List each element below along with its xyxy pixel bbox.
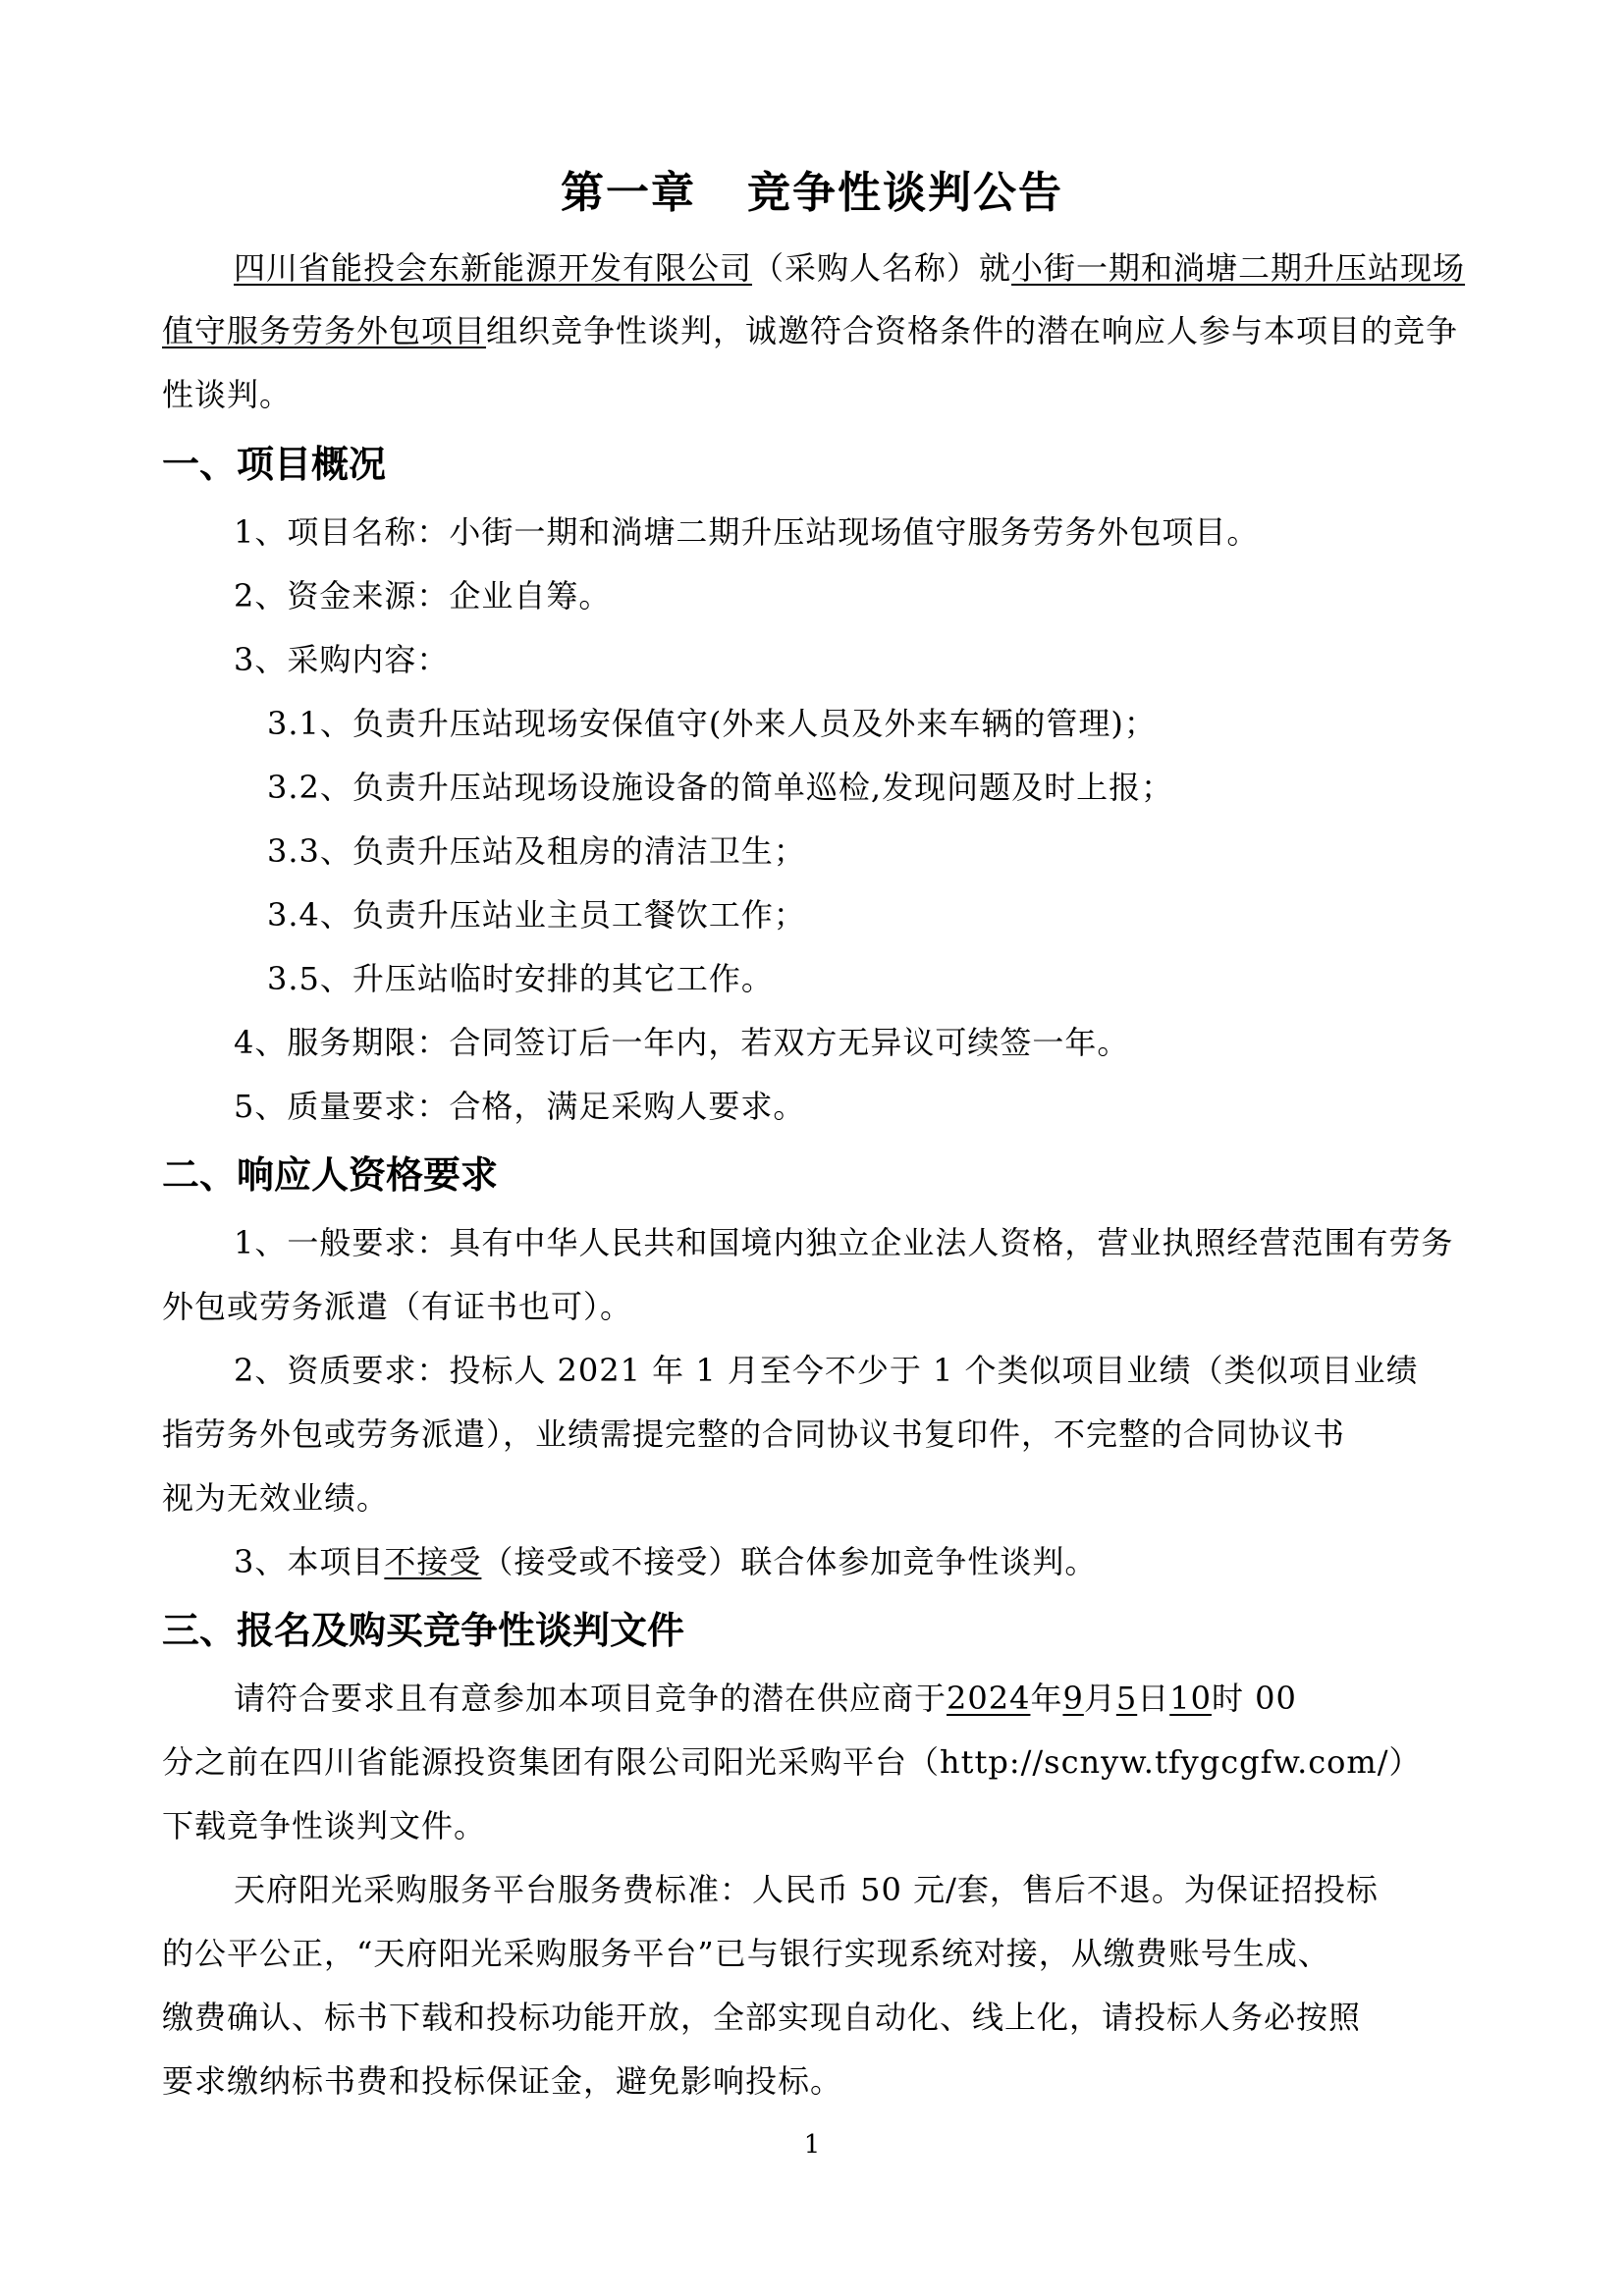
qualification-line-2: 外包或劳务派遣（有证书也可）。 bbox=[162, 1288, 633, 1325]
qualification-line-4: 指劳务外包或劳务派遣），业绩需提完整的合同协议书复印件，不完整的合同协议书 bbox=[162, 1415, 1346, 1453]
page-number: 1 bbox=[803, 2130, 821, 2160]
project-name-a: 小街一期和淌塘二期升压站现场 bbox=[1011, 249, 1466, 287]
qualification-line-6: 3、本项目不接受（接受或不接受）联合体参加竞争性谈判。 bbox=[234, 1543, 1098, 1580]
qualification-line-5: 视为无效业绩。 bbox=[162, 1479, 390, 1517]
content-item-3-5: 3.5、升压站临时安排的其它工作。 bbox=[267, 960, 774, 997]
fee-line-1: 天府阳光采购服务平台服务费标准：人民币 50 元/套，售后不退。为保证招投标 bbox=[234, 1871, 1379, 1908]
overview-item-1: 1、项目名称：小街一期和淌塘二期升压站现场值守服务劳务外包项目。 bbox=[234, 513, 1260, 551]
fee-line-3: 缴费确认、标书下载和投标功能开放，全部实现自动化、线上化，请投标人务必按照 bbox=[162, 1999, 1362, 2036]
consortium-choice: 不接受 bbox=[384, 1543, 482, 1580]
fee-line-2: 的公平公正，“天府阳光采购服务平台”已与银行实现系统对接，从缴费账号生成、 bbox=[162, 1935, 1330, 1972]
content-item-3-4: 3.4、负责升压站业主员工餐饮工作； bbox=[267, 896, 806, 934]
content-item-3-3: 3.3、负责升压站及租房的清洁卫生； bbox=[267, 832, 806, 870]
overview-item-4: 4、服务期限：合同签订后一年内，若双方无异议可续签一年。 bbox=[234, 1024, 1130, 1061]
project-name-b: 值守服务劳务外包项目 bbox=[162, 312, 487, 349]
section-heading-registration: 三、报名及购买竞争性谈判文件 bbox=[162, 1609, 685, 1652]
content-item-3-2: 3.2、负责升压站现场设施设备的简单巡检,发现问题及时上报； bbox=[267, 769, 1174, 806]
purchaser-name: 四川省能投会东新能源开发有限公司 bbox=[234, 249, 753, 287]
content-item-3-1: 3.1、负责升压站现场安保值守(外来人员及外来车辆的管理)； bbox=[267, 705, 1157, 742]
overview-item-2: 2、资金来源：企业自筹。 bbox=[234, 577, 612, 614]
chapter-name: 竞争性谈判公告 bbox=[747, 168, 1063, 218]
overview-item-3: 3、采购内容： bbox=[234, 641, 450, 678]
intro-line-1: 四川省能投会东新能源开发有限公司（采购人名称）就小街一期和淌塘二期升压站现场 bbox=[234, 249, 1466, 287]
section-heading-qualification: 二、响应人资格要求 bbox=[162, 1153, 499, 1197]
registration-line-2: 分之前在四川省能源投资集团有限公司阳光采购平台（http://scnyw.tfygcgfw.com/） bbox=[162, 1743, 1422, 1781]
registration-line-3: 下载竞争性谈判文件。 bbox=[162, 1807, 487, 1844]
qualification-line-3: 2、资质要求：投标人 2021 年 1 月至今不少于 1 个类似项目业绩（类似项目业绩 bbox=[234, 1352, 1419, 1389]
intro-line-3: 性谈判。 bbox=[162, 376, 293, 413]
deadline-hour: 10 bbox=[1169, 1680, 1212, 1717]
intro-line-2: 值守服务劳务外包项目组织竞争性谈判，诚邀符合资格条件的潜在响应人参与本项目的竞争 bbox=[162, 312, 1459, 349]
deadline-year: 2024 bbox=[947, 1680, 1031, 1717]
chapter-number: 第一章 bbox=[561, 168, 696, 218]
section-heading-overview: 一、项目概况 bbox=[162, 443, 387, 486]
registration-line-1: 请符合要求且有意参加本项目竞争的潜在供应商于2024年9月5日10时 00 bbox=[234, 1680, 1297, 1717]
qualification-line-1: 1、一般要求：具有中华人民共和国境内独立企业法人资格，营业执照经营范围有劳务 bbox=[234, 1224, 1454, 1261]
chapter-title bbox=[0, 157, 1624, 220]
fee-line-4: 要求缴纳标书费和投标保证金，避免影响投标。 bbox=[162, 2062, 843, 2100]
deadline-day: 5 bbox=[1115, 1680, 1138, 1717]
overview-item-5: 5、质量要求：合格，满足采购人要求。 bbox=[234, 1088, 806, 1125]
deadline-month: 9 bbox=[1062, 1680, 1084, 1717]
